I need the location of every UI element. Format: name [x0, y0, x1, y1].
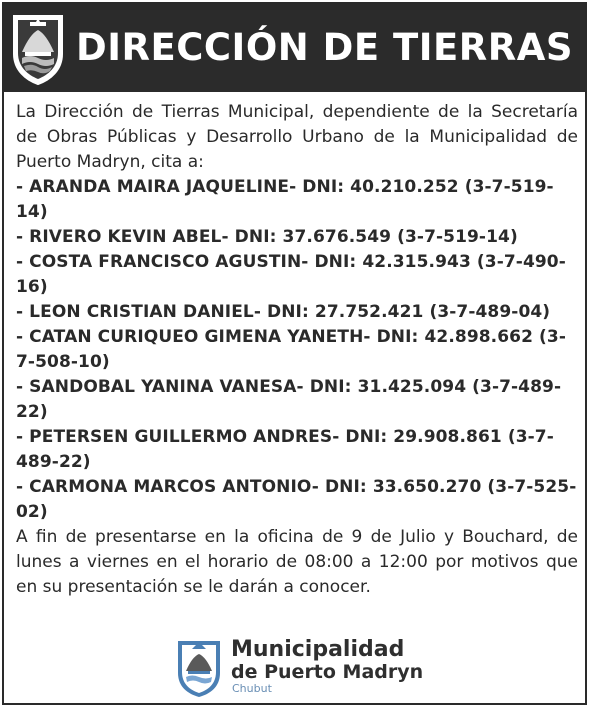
person-list	[16, 175, 578, 525]
notice-body	[16, 100, 578, 600]
page-title: DIRECCIÓN DE TIERRAS	[76, 26, 574, 69]
list-item: - LEON CRISTIAN DANIEL- DNI: 27.752.421 (3-7-489-04)	[16, 302, 551, 322]
list-item: - CARMONA MARCOS ANTONIO- DNI: 33.650.270 (3-7-525-02)	[16, 477, 577, 522]
footer-brand	[174, 637, 434, 699]
municipal-crest-icon	[8, 10, 68, 86]
list-item: - SANDOBAL YANINA VANESA- DNI: 31.425.094 (3-7-489-22)	[16, 377, 562, 422]
intro-paragraph: La Dirección de Tierras Municipal, dependiente de la Secretaría de Obras Públicas y Desarrollo Urbano de la Municipalidad de Puerto Madryn, cita a:	[16, 102, 578, 172]
municipal-shield-logo-icon	[174, 637, 224, 699]
list-item: - CATAN CURIQUEO GIMENA YANETH- DNI: 42.898.662 (3-7-508-10)	[16, 327, 566, 372]
closing-paragraph: A fin de presentarse en la oficina de 9 de Julio y Bouchard, de lunes a viernes en el horario de 08:00 a 12:00 por motivos que en su presentación se le darán a conocer.	[16, 527, 578, 597]
list-item: - COSTA FRANCISCO AGUSTIN- DNI: 42.315.943 (3-7-490-16)	[16, 252, 566, 297]
footer-province: Chubut	[232, 682, 272, 695]
notice-frame	[2, 2, 587, 705]
list-item: - RIVERO KEVIN ABEL- DNI: 37.676.549 (3-7-519-14)	[16, 227, 518, 247]
list-item: - ARANDA MAIRA JAQUELINE- DNI: 40.210.252 (3-7-519-14)	[16, 177, 554, 222]
list-item: - PETERSEN GUILLERMO ANDRES- DNI: 29.908.861 (3-7-489-22)	[16, 427, 554, 472]
footer-name-line1: Municipalidad	[231, 637, 405, 662]
notice-header	[4, 4, 585, 92]
footer-name-line2: de Puerto Madryn	[231, 661, 424, 683]
